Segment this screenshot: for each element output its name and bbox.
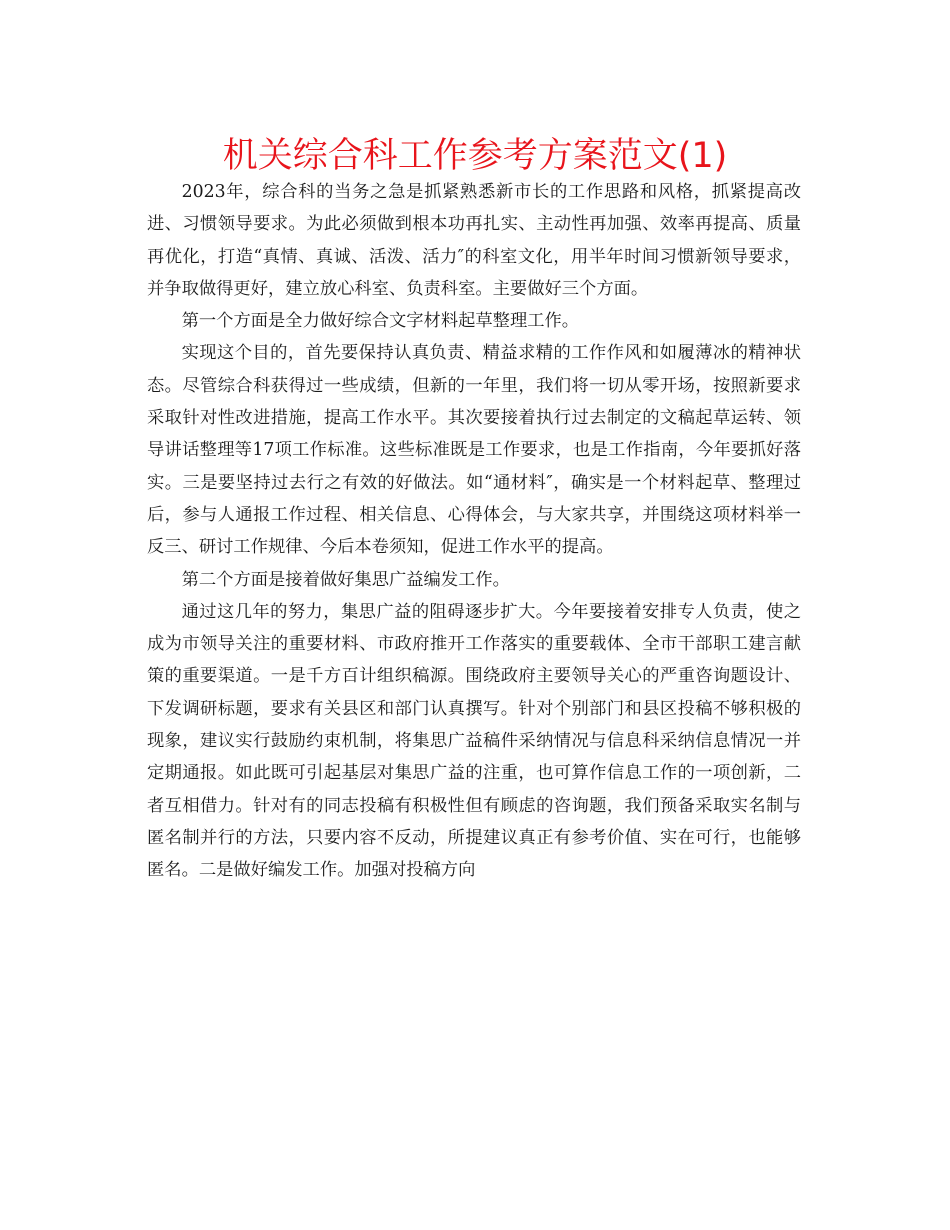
paragraph-section-one-body: 实现这个目的，首先要保持认真负责、精益求精的工作作风和如履薄冰的精神状态。尽管综合科获得过一些成绩，但新的一年里，我们将一切从零开场，按照新要求采取针对性改进措施，提高工作水平。其次要接着执行过去制定的文稿起草运转、领导讲话整理等17项工作标准。这些标准既是工作要求，也是工作指南，今年要抓好落实。三是要坚持过去行之有效的好做法。如“通材料″，确实是一个材料起草、整理过后，参与人通报工作过程、相关信息、心得体会，与大家共享，并围绕这项材料举一反三、研讨工作规律、今后本卷须知，促进工作水平的提高。: [147, 343, 801, 558]
paragraph-section-one-heading: 第一个方面是全力做好综合文字材料起草整理工作。: [181, 311, 580, 332]
document-body: [147, 176, 801, 887]
paragraph-intro: 2023年，综合科的当务之急是抓紧熟悉新市长的工作思路和风格，抓紧提高改进、习惯领导要求。为此必须做到根本功再扎实、主动性再加强、效率再提高、质量再优化，打造“真情、真诚、活泼、活力″的科室文化，用半年时间习惯新领导要求，并争取做得更好，建立放心科室、负责科室。主要做好三个方面。: [147, 182, 801, 299]
paragraph-section-two-heading: 第二个方面是接着做好集思广益编发工作。: [181, 569, 510, 590]
paragraph-section-two-body: 通过这几年的努力，集思广益的阻碍逐步扩大。今年要接着安排专人负责，使之成为市领导关注的重要材料、市政府推开工作落实的重要载体、全市干部职工建言献策的重要渠道。一是千方百计组织稿源。围绕政府主要领导关心的严重咨询题设计、下发调研标题，要求有关县区和部门认真撰写。针对个别部门和县区投稿不够积极的现象，建议实行鼓励约束机制，将集思广益稿件采纳情况与信息科采纳信息情况一并定期通报。如此既可引起基层对集思广益的注重，也可算作信息工作的一项创新，二者互相借力。针对有的同志投稿有积极性但有顾虑的咨询题，我们预备采取实名制与匿名制并行的方法，只要内容不反动，所提建议真正有参考价值、实在可行，也能够匿名。二是做好编发工作。加强对投稿方向: [147, 601, 801, 881]
document-title: 机关综合科工作参考方案范文(1): [222, 136, 728, 176]
